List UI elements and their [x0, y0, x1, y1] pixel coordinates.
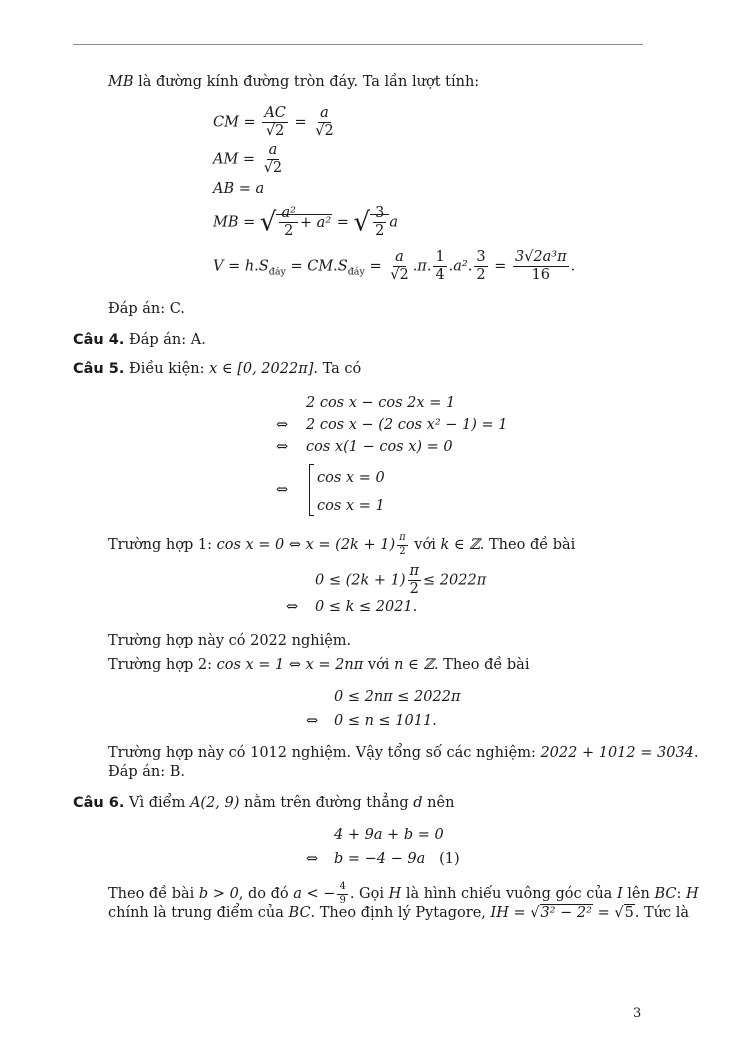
text: Trường hợp 2: [108, 657, 217, 673]
math: k ∈ ℤ [440, 537, 480, 553]
q5-eq-3: cos x(1 − cos x) = 0 [306, 439, 453, 455]
sqrt-rest: + a² [299, 214, 332, 231]
fraction [408, 564, 422, 597]
fraction [262, 143, 284, 176]
math: IH = [490, 905, 531, 921]
question-4-label: Câu 4. [73, 332, 125, 348]
fraction [313, 106, 335, 139]
question-5-label: Câu 5. [73, 361, 125, 377]
equals: = [294, 114, 307, 131]
fraction [513, 250, 569, 283]
frac-num: AC [262, 106, 288, 123]
frac-num: 4 [337, 882, 347, 895]
math: 0 ≤ (2k + 1) [315, 572, 406, 589]
text: Điều kiện: [124, 361, 210, 377]
frac-den: 2 [375, 223, 385, 240]
subscript: đáy [347, 266, 365, 278]
text: . Theo định lý Pytagore, [310, 905, 491, 921]
text: với [409, 537, 441, 553]
fraction [397, 533, 408, 557]
q5-ineq-3: 0 ≤ 2nπ ≤ 2022π [334, 689, 461, 705]
question-6 [73, 796, 454, 811]
math: I [616, 886, 623, 902]
fraction [262, 106, 288, 139]
text: nằm trên đường thẳng [239, 795, 414, 811]
frac-den: 4 [435, 267, 445, 284]
math: n ∈ ℤ [394, 657, 434, 673]
math: A(2, 9) [189, 795, 240, 811]
text: . Gọi [349, 886, 389, 902]
eq-v-lhs: V = h.S [213, 258, 269, 275]
q6-para-line-2 [108, 906, 689, 921]
sqrt-sign: √ [259, 207, 277, 238]
math: b = −4 − 9a [334, 851, 426, 867]
q5-ineq-2: 0 ≤ k ≤ 2021. [315, 599, 418, 615]
text: lên [622, 886, 655, 902]
frac-den: √2 [315, 123, 334, 140]
frac-den: √2 [265, 123, 285, 140]
math: b > 0 [198, 886, 239, 902]
eq-mb [213, 206, 398, 239]
sqrt-sign: √ [530, 905, 540, 921]
text: , do đó [238, 886, 294, 902]
period: . [570, 258, 576, 275]
frac-den: 2 [476, 267, 486, 284]
frac-num: 3√2a³π [513, 250, 569, 267]
equals: = [336, 214, 349, 231]
eq-cm [213, 106, 338, 139]
q5-case-2: cos x = 1 [317, 498, 385, 514]
q5-case1-result: Trường hợp này có 2022 nghiệm. [108, 633, 352, 649]
q5-ineq-1 [315, 564, 486, 597]
text: Theo đề bài [108, 886, 199, 902]
question-4-text: Đáp án: A. [124, 332, 206, 348]
math: cos x = 0 ⇔ x = (2k + 1) [216, 537, 396, 553]
math: 2022 + 1012 = 3034 [540, 745, 694, 761]
sqrt-sign: √ [353, 207, 371, 238]
eq-volume [213, 250, 575, 283]
iff-symbol: ⇔ [276, 439, 289, 455]
eq-v-pi: .π. [412, 258, 432, 275]
iff-symbol: ⇔ [306, 713, 319, 729]
fraction [433, 250, 446, 283]
answer-b: Đáp án: B. [108, 764, 185, 780]
q5-ineq-4: 0 ≤ n ≤ 1011. [334, 713, 437, 729]
question-4 [73, 333, 206, 348]
text: Trường hợp này có 1012 nghiệm. Vậy tổng số các nghiệm: [108, 745, 541, 761]
text: : [676, 886, 686, 902]
q5-case2-result [108, 746, 699, 761]
frac-den: √2 [390, 267, 409, 284]
equation-tag: (1) [439, 851, 460, 867]
text: với [363, 657, 395, 673]
q5-case2-line [108, 658, 529, 673]
page-number: 3 [633, 1006, 642, 1021]
frac-num: 3 [373, 206, 386, 223]
equals: = [364, 258, 382, 275]
eq-mb-tail: a [389, 214, 398, 231]
math: ≤ 2022π [423, 572, 487, 589]
iff-symbol: ⇔ [276, 482, 289, 498]
math: = [592, 905, 615, 921]
text: là hình chiếu vuông góc của [401, 886, 617, 902]
eq-v-a2: .a². [448, 258, 473, 275]
q5-case-1: cos x = 0 [317, 470, 385, 486]
q5-eq-1: 2 cos x − cos 2x = 1 [306, 395, 456, 411]
text: . Theo đề bài [433, 657, 530, 673]
text: nên [422, 795, 455, 811]
text: . [693, 745, 699, 761]
question-6-label: Câu 6. [73, 795, 125, 811]
header-rule [73, 44, 643, 45]
text: chính là trung điểm của [108, 905, 289, 921]
frac-num: a² [279, 206, 297, 223]
eq-am [213, 143, 286, 176]
sqrt-content [370, 205, 389, 240]
frac-num: a [393, 250, 406, 267]
q6-eq-2 [334, 852, 460, 867]
q5-case1-line [108, 533, 575, 557]
text: . Tức là [634, 905, 690, 921]
frac-num: π [397, 533, 408, 546]
eq-mb-lhs: MB = [213, 214, 256, 231]
sqrt-sign: √ [614, 905, 624, 921]
frac-num: 1 [433, 250, 446, 267]
fraction [373, 206, 386, 239]
math: H [388, 886, 402, 902]
frac-den: 2 [399, 545, 406, 557]
frac-den: √2 [263, 160, 283, 177]
frac-den: 2 [284, 223, 294, 240]
eq-ab: AB = a [213, 181, 265, 197]
frac-den: 16 [531, 267, 551, 284]
text: . Theo đề bài [479, 537, 576, 553]
math: H [685, 886, 699, 902]
intro-line [108, 75, 479, 90]
math: a < − [293, 886, 336, 902]
math: cos x = 1 ⇔ x = 2nπ [216, 657, 364, 673]
text: Trường hợp 1: [108, 537, 217, 553]
iff-symbol: ⇔ [276, 417, 289, 433]
eq-am-lhs: AM = [213, 151, 256, 168]
math-condition: x ∈ [0, 2022π] [209, 361, 314, 377]
fraction [388, 250, 410, 283]
math-mb: MB [108, 74, 134, 90]
math: BC [654, 886, 677, 902]
frac-num: π [408, 564, 422, 581]
fraction [279, 206, 297, 239]
math: d [413, 795, 423, 811]
q6-para-line-1 [108, 882, 699, 906]
sqrt-content: 5 [624, 905, 634, 921]
fraction [474, 250, 487, 283]
case-bracket [309, 464, 314, 516]
text: Vì điểm [124, 795, 190, 811]
frac-num: 3 [474, 250, 487, 267]
intro-text: là đường kính đường tròn đáy. Ta lần lượt tính: [133, 74, 480, 90]
eq-v-mid: = CM.S [285, 258, 348, 275]
frac-num: a [267, 143, 280, 160]
sqrt-content [276, 205, 332, 240]
frac-num: a [318, 106, 331, 123]
answer-c: Đáp án: C. [108, 301, 185, 317]
subscript: đáy [268, 266, 286, 278]
q6-eq-1: 4 + 9a + b = 0 [334, 827, 444, 843]
q5-eq-2: 2 cos x − (2 cos x² − 1) = 1 [306, 417, 508, 433]
sqrt-content: 3² − 2² [540, 905, 592, 921]
fraction [337, 882, 347, 906]
iff-symbol: ⇔ [286, 599, 299, 615]
eq-cm-lhs: CM = [213, 114, 256, 131]
frac-den: 2 [409, 581, 419, 598]
text: . Ta có [313, 361, 362, 377]
frac-den: 9 [339, 894, 346, 906]
equals: = [494, 258, 507, 275]
question-5 [73, 362, 361, 377]
iff-symbol: ⇔ [306, 851, 319, 867]
math: BC [288, 905, 311, 921]
